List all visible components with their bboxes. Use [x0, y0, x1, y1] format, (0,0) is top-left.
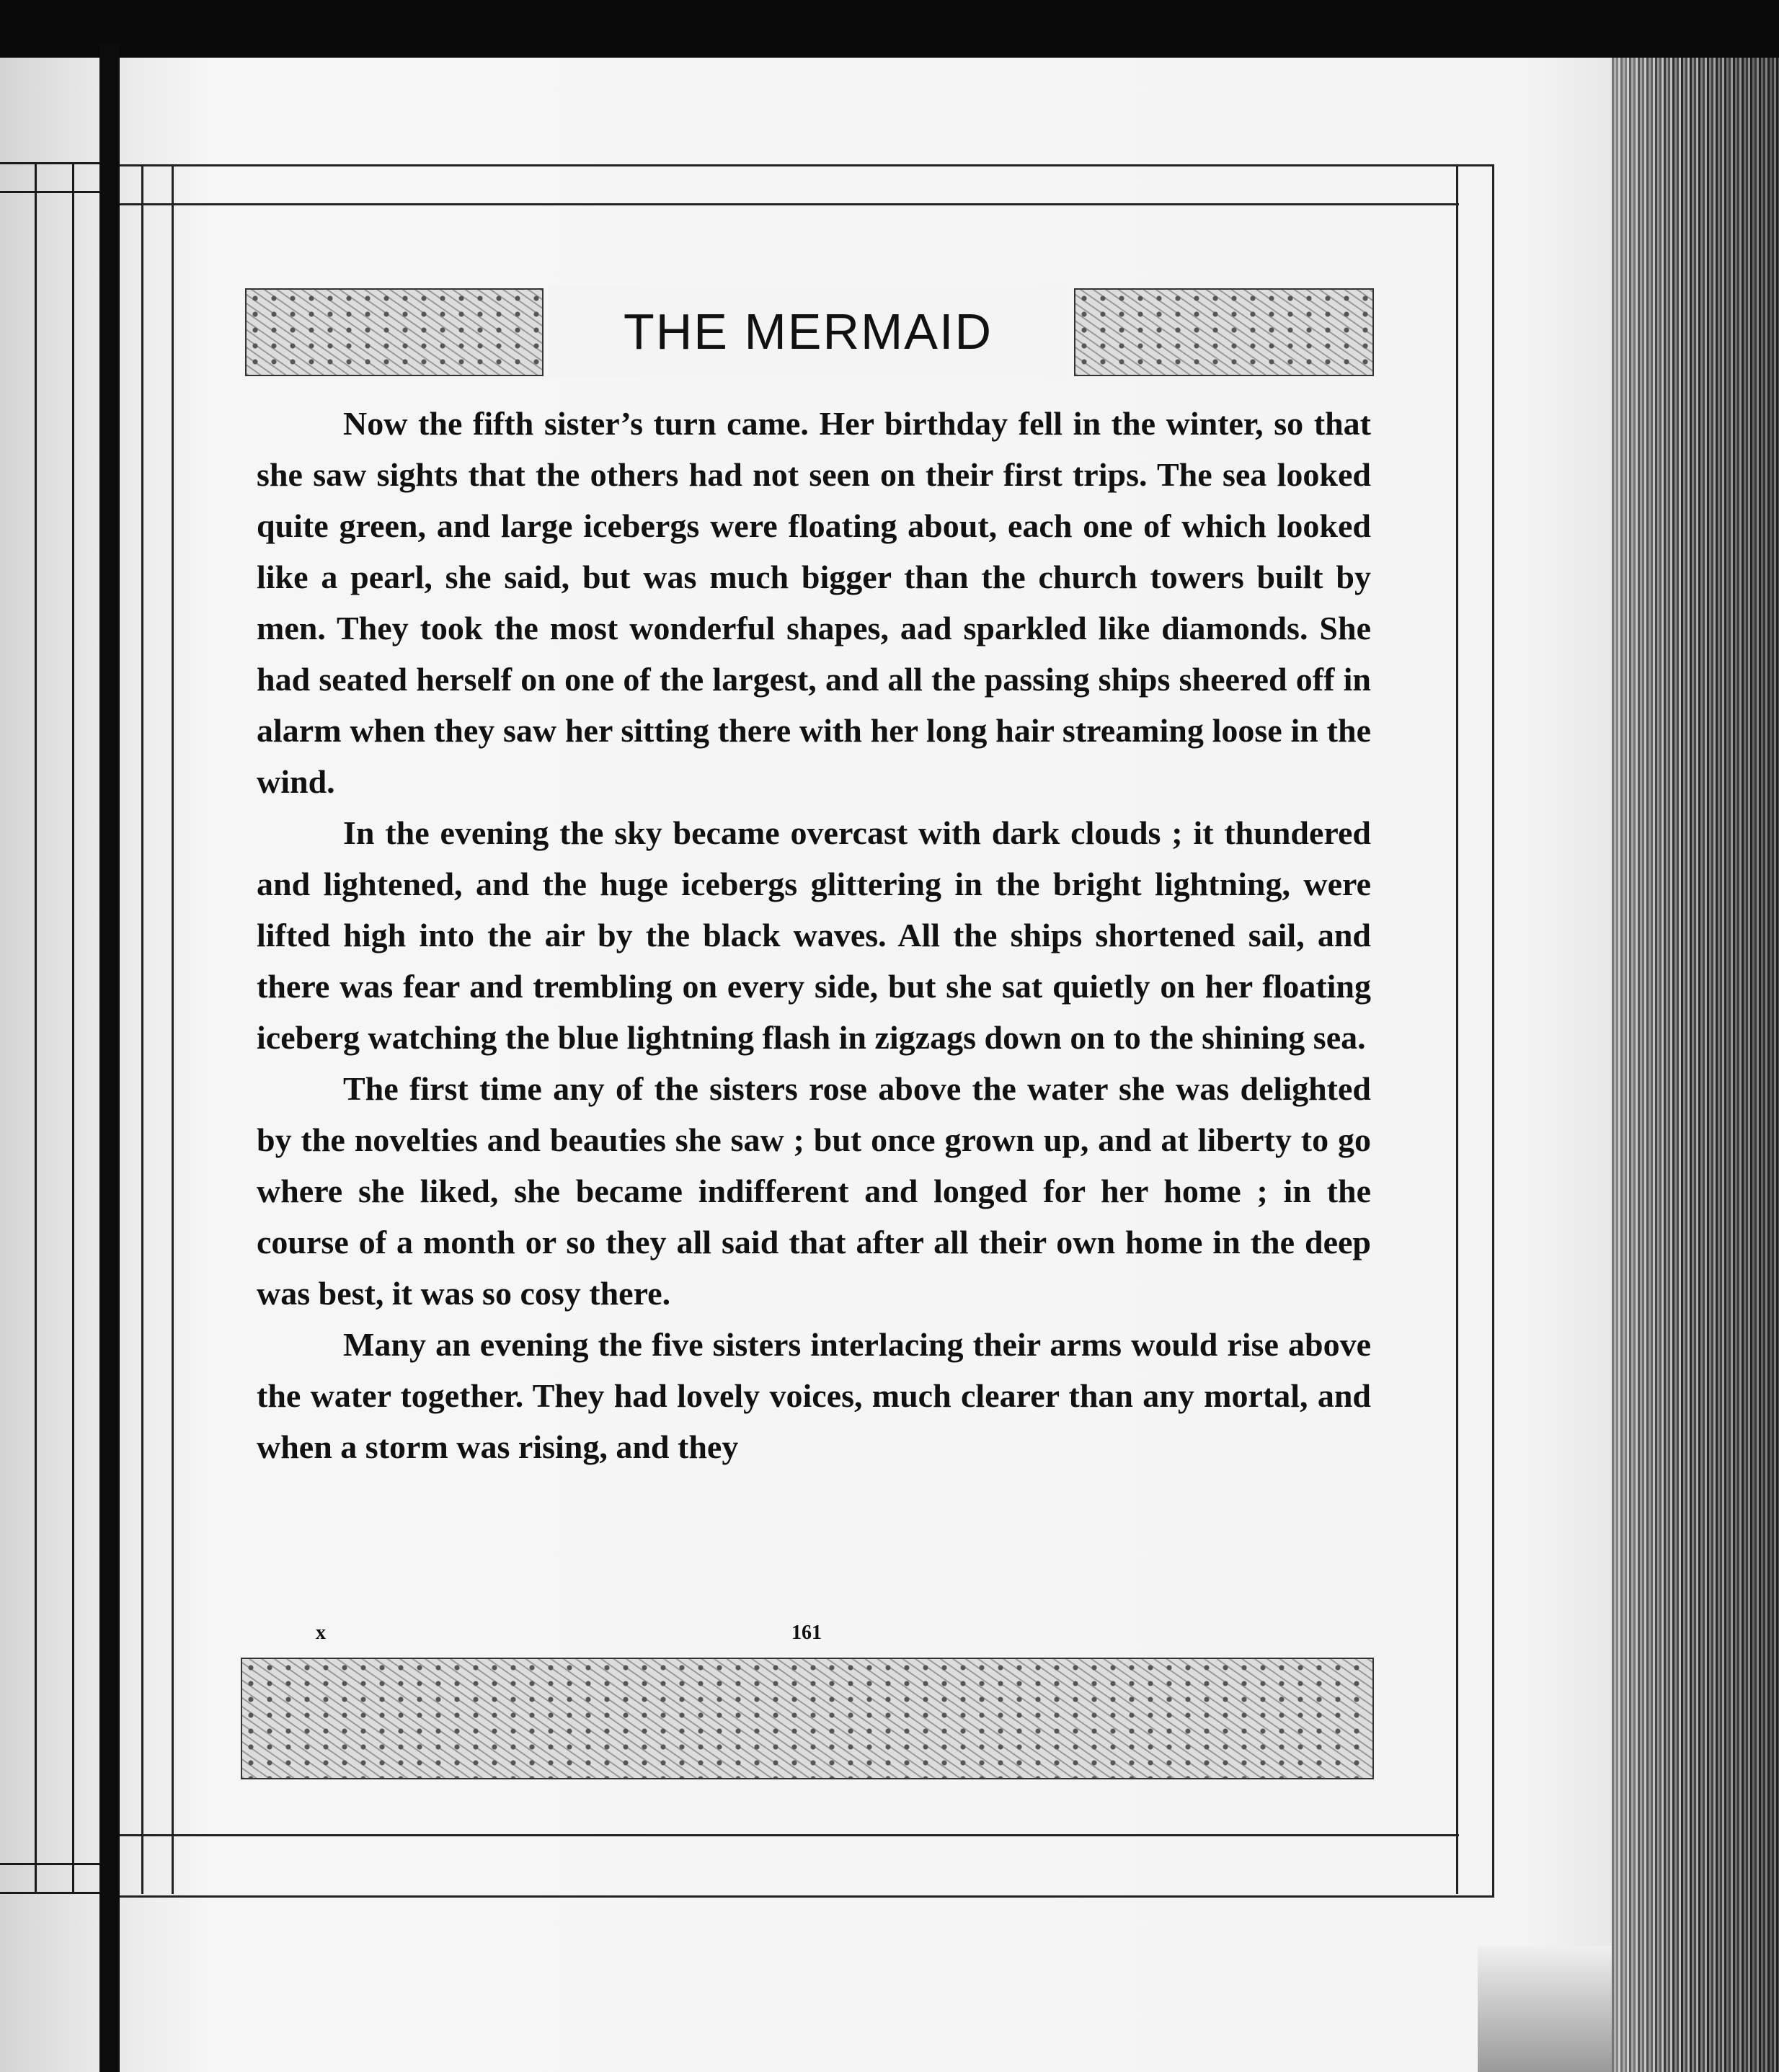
header-ornament-right	[1074, 288, 1374, 376]
page-corner-shadow	[1478, 1946, 1612, 2072]
frame-rule-left-2	[172, 164, 174, 1894]
facing-page-edge	[0, 58, 99, 2072]
paragraph: Many an evening the five sisters interlacing their arms would rise above the water together. They had lovely voices, much clearer than any mortal, and when a storm was rising, and they	[257, 1326, 1371, 1465]
header-title-box	[548, 285, 1068, 378]
header-ornament-left	[245, 288, 544, 376]
frame-rule-bottom-inner	[120, 1834, 1459, 1836]
footer-ornament	[241, 1658, 1374, 1779]
frame-rule-right-1	[1456, 164, 1458, 1894]
facing-page-rule	[0, 162, 99, 164]
page-stack-edge	[1612, 58, 1779, 2072]
frame-rule-bottom-outer	[120, 1895, 1494, 1898]
page-title: THE MERMAID	[624, 303, 993, 360]
facing-page-rule	[72, 162, 74, 1892]
facing-page-rule	[0, 1892, 99, 1894]
facing-page-rule	[0, 1863, 99, 1865]
frame-rule-left-1	[141, 164, 143, 1894]
paragraph: The first time any of the sisters rose above the water she was delighted by the novelties and beauties she saw ; but once grown up, and at liberty to go where she liked, she became indifferent and longed for her home ; in the course of a month or so they all said that after all their own home in the deep was best, it was so cosy there.	[257, 1070, 1371, 1312]
page-number: 161	[791, 1622, 822, 1644]
signature-mark: x	[316, 1622, 326, 1644]
body-text	[257, 398, 1371, 1472]
frame-rule-top-outer	[120, 164, 1494, 166]
paragraph: In the evening the sky became overcast with dark clouds ; it thundered and lightened, and the huge icebergs glittering in the bright lightning, were lifted high into the air by the black waves. All the ships shortened sail, and there was fear and trembling on every side, but she sat quietly on her floating iceberg watching the blue lightning flash in zigzags down on to the shining sea.	[257, 814, 1371, 1056]
paragraph: Now the fifth sister’s turn came. Her birthday fell in the winter, so that she saw sights that the others had not seen on their first trips. The sea looked quite green, and large icebergs were floating about, each one of which looked like a pearl, she said, but was much bigger than the church towers built by men. They took the most wonderful shapes, aad sparkled like diamonds. She had seated herself on one of the largest, and all the passing ships sheered off in alarm when they saw her sitting there with her long hair streaming loose in the wind.	[257, 405, 1371, 800]
scan-top-border	[0, 0, 1779, 58]
frame-rule-top-inner	[120, 203, 1459, 205]
book-gutter	[99, 43, 120, 2072]
facing-page-rule	[35, 162, 37, 1892]
facing-page-rule	[0, 191, 99, 193]
frame-rule-right-2	[1492, 164, 1494, 1898]
